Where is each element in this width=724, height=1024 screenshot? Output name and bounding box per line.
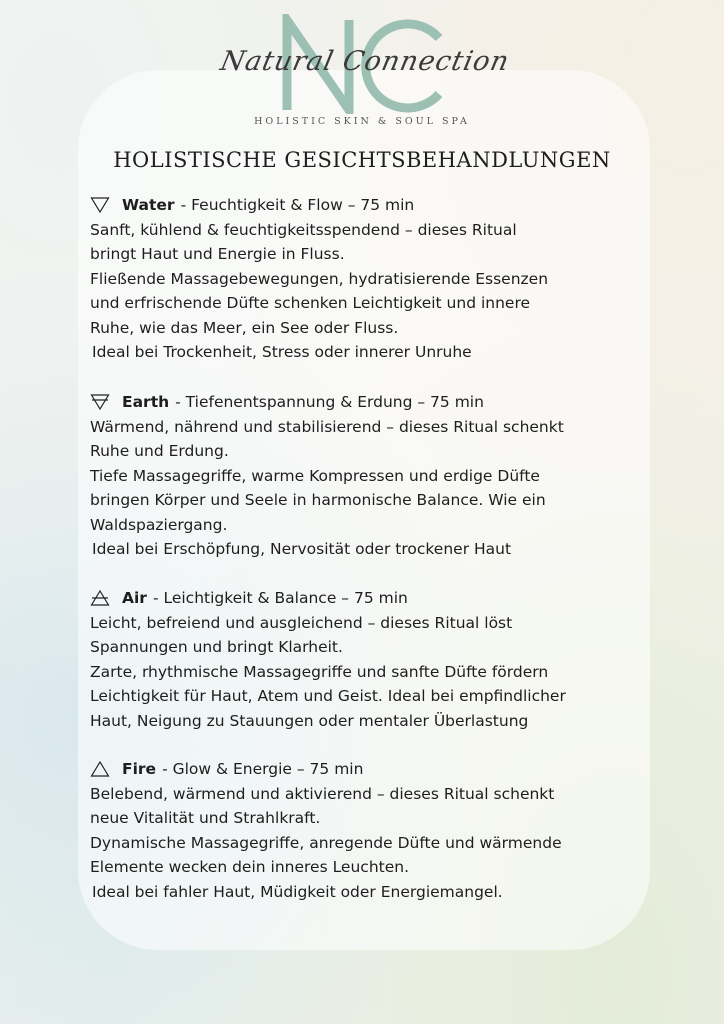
description-line: Dynamische Massagegriffe, anregende Düfte und wärmende bbox=[90, 833, 562, 852]
description-line: Ruhe, wie das Meer, ein See oder Fluss. bbox=[90, 318, 399, 337]
earth-triangle-icon bbox=[90, 393, 110, 411]
treatment-name: Fire bbox=[122, 760, 157, 778]
description-line: Belebend, wärmend und aktivierend – dieses Ritual schenkt bbox=[90, 784, 555, 803]
treatment-title-line bbox=[90, 757, 650, 782]
treatment-title-line bbox=[90, 390, 650, 415]
description-line: Haut, Neigung zu Stauungen oder mentaler Überlastung bbox=[90, 711, 529, 730]
water-triangle-icon bbox=[90, 196, 110, 214]
treatment-name: Water bbox=[122, 196, 175, 214]
description-line: bringen Körper und Seele in harmonische Balance. Wie ein bbox=[90, 491, 546, 509]
treatment-title-line bbox=[90, 193, 650, 218]
air-triangle-icon bbox=[90, 589, 110, 607]
treatment-subtitle: - Tiefenentspannung & Erdung – 75 min bbox=[175, 393, 484, 411]
description-line: bringt Haut und Energie in Fluss. bbox=[90, 245, 345, 263]
treatment-earth bbox=[90, 390, 650, 562]
description-line: Leicht, befreiend und ausgleichend – dieses Ritual löst bbox=[90, 613, 513, 632]
description-line: Ideal bei fahler Haut, Müdigkeit oder Energiemangel. bbox=[92, 882, 503, 901]
description-line: Tiefe Massagegriffe, warme Kompressen und erdige Düfte bbox=[90, 466, 540, 485]
page-title: HOLISTISCHE GESICHTSBEHANDLUNGEN bbox=[113, 148, 611, 172]
description-line: Ruhe und Erdung. bbox=[90, 442, 229, 460]
brand-script-name: Natural Connection bbox=[217, 46, 513, 77]
treatment-title-line bbox=[90, 586, 650, 611]
fire-triangle-icon bbox=[90, 760, 110, 778]
treatment-name: Earth bbox=[122, 393, 170, 411]
treatment-subtitle: - Glow & Energie – 75 min bbox=[162, 760, 364, 778]
description-line: Fließende Massagebewegungen, hydratisierende Essenzen bbox=[90, 269, 549, 288]
treatment-fire bbox=[90, 757, 650, 904]
brand-tagline: HOLISTIC SKIN & SOUL SPA bbox=[254, 116, 470, 127]
description-line: Elemente wecken dein inneres Leuchten. bbox=[90, 858, 410, 876]
description-line: Sanft, kühlend & feuchtigkeitsspendend – dieses Ritual bbox=[90, 220, 517, 239]
brand-logo bbox=[0, 0, 724, 140]
treatment-subtitle: - Feuchtigkeit & Flow – 75 min bbox=[180, 196, 415, 214]
description-line: Leichtigkeit für Haut, Atem und Geist. Ideal bei empfindlicher bbox=[90, 687, 566, 705]
description-line: Zarte, rhythmische Massagegriffe und sanfte Düfte fördern bbox=[90, 662, 549, 681]
description-line: Ideal bei Erschöpfung, Nervosität oder trockener Haut bbox=[92, 540, 512, 558]
description-line: Ideal bei Trockenheit, Stress oder innerer Unruhe bbox=[92, 343, 472, 361]
treatment-name: Air bbox=[122, 589, 147, 607]
description-line: Spannungen und bringt Klarheit. bbox=[90, 638, 343, 656]
description-line: und erfrischende Düfte schenken Leichtigkeit und innere bbox=[90, 294, 531, 312]
description-line: Waldspaziergang. bbox=[90, 515, 228, 534]
treatment-subtitle: - Leichtigkeit & Balance – 75 min bbox=[152, 589, 408, 607]
description-line: neue Vitalität und Strahlkraft. bbox=[90, 809, 321, 827]
treatment-air bbox=[90, 586, 650, 733]
description-line: Wärmend, nährend und stabilisierend – dieses Ritual schenkt bbox=[90, 417, 564, 436]
treatment-water bbox=[90, 193, 650, 365]
